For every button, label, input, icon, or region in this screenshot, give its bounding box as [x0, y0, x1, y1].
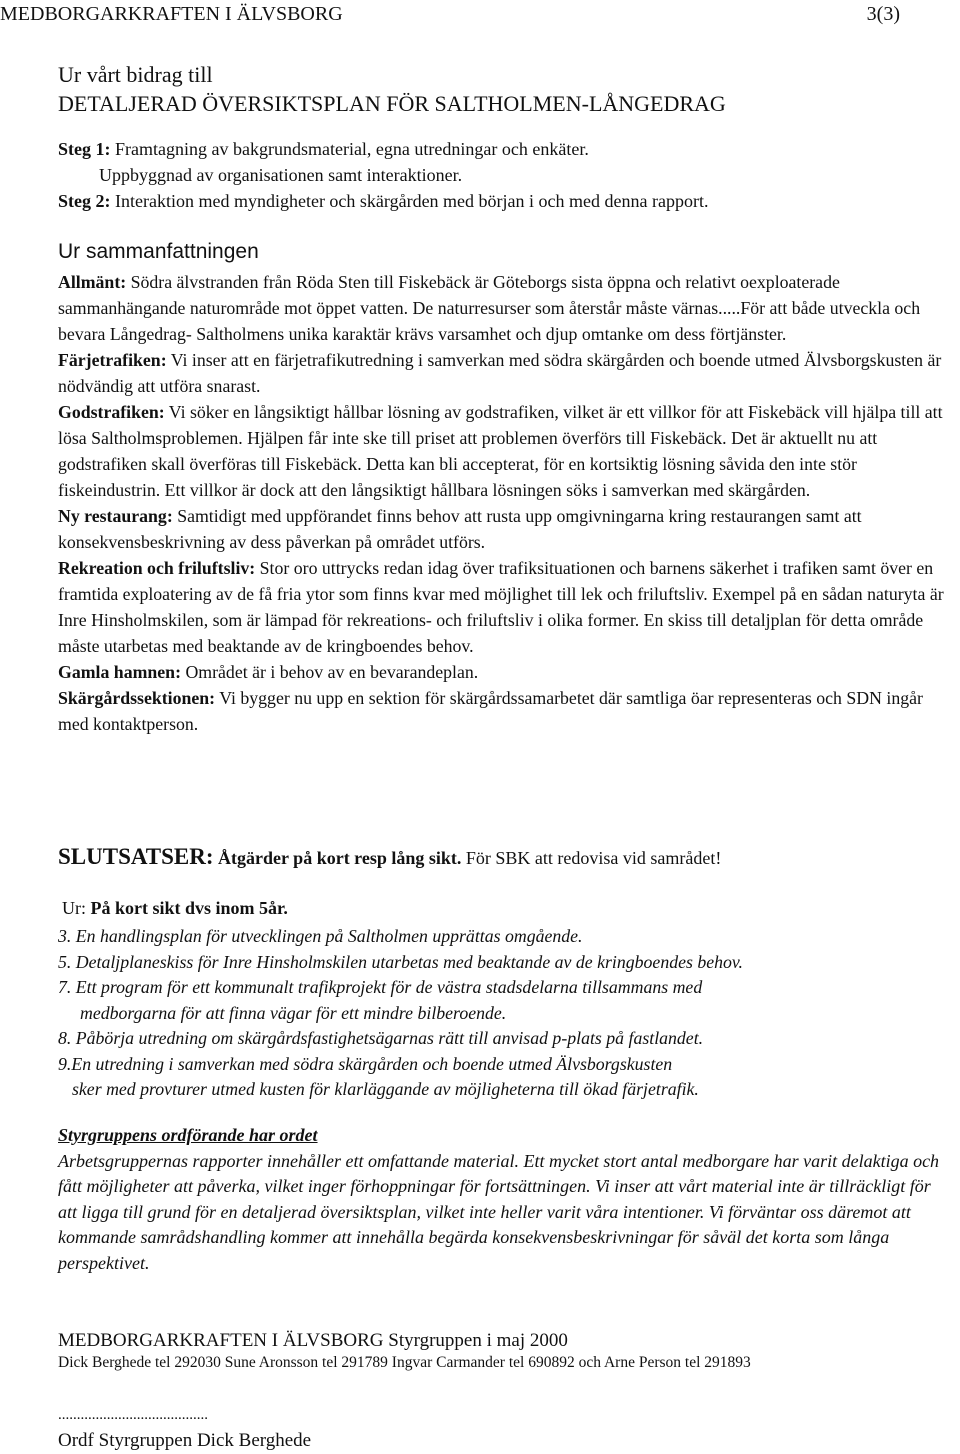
gods-label: Godstrafiken: — [58, 402, 165, 422]
ur-bold: På kort sikt dvs inom 5år. — [90, 898, 288, 918]
step2-label: Steg 2: — [58, 191, 111, 211]
slutsatser-heading — [58, 842, 948, 873]
rest-label: Ny restaurang: — [58, 506, 173, 526]
list-item-continued: medborgarna för att finna vägar för ett mindre bilberoende. — [80, 1002, 507, 1023]
rek-text: Stor oro uttrycks redan idag över trafiksituationen och barnens säkerhet i trafiken samt över en framtida exploatering av de få fria ytor som finns kvar med möjlighet till lek och friluftsliv. Exempel på en sådan naturyta är Inre Hinsholmskilen, som är lämpad för rekreations- och friluftsliv i olika former. En skiss till detaljplan för detta område måste utarbetas med beaktande av de kringboendes behov. — [58, 558, 944, 656]
step2-text: Interaktion med myndigheter och skärgården med början i och med denna rapport. — [110, 191, 709, 211]
gamla-label: Gamla hamnen: — [58, 662, 181, 682]
steps — [58, 136, 948, 214]
styrgrupp-text: Arbetsgruppernas rapporter innehåller ett omfattande material. Ett mycket stort antal medborgare har varit delaktiga och fått möjligheter att påverka, vilket inger förhoppningar för fortsättningen. Vi inser att vårt material inte är tillräckligt för att ligga till grund för en detaljerad översiktsplan, vilket inte heller varit våra intentioner. Vi förväntar oss däremot att kommande samrådshandling kommer att innehålla begärda konsekvensbeskrivningar för såväl det korta som långa perspektivet. — [58, 1150, 940, 1273]
skarg-label: Skärgårdssektionen: — [58, 688, 216, 708]
footer-org: MEDBORGARKRAFTEN I ÄLVSBORG Styrgruppen i maj 2000 — [58, 1330, 568, 1351]
list-item: 8. Påbörja utredning om skärgårdsfastighetsägarnas rätt till anvisad p-plats på fastlandet. — [58, 1028, 704, 1048]
step1-text: Framtagning av bakgrundsmaterial, egna utredningar och enkäter. — [110, 139, 589, 159]
section-gamla-hamnen — [58, 659, 948, 685]
action-list — [58, 924, 948, 1103]
allmant-label: Allmänt: — [58, 272, 127, 292]
farje-text: Vi inser att en färjetrafikutredning i samverkan med södra skärgården och boende utmed Älvsborgskusten är nödvändig att utföra snarast. — [58, 350, 942, 396]
title-line-2: DETALJERAD ÖVERSIKTSPLAN FÖR SALTHOLMEN-LÅNGEDRAG — [58, 91, 726, 116]
gamla-text: Området är i behov av en bevarandeplan. — [181, 662, 479, 682]
rek-label: Rekreation och friluftsliv: — [58, 558, 256, 578]
styrgrupp-section — [58, 1123, 948, 1276]
footer-contacts: Dick Berghede tel 292030 Sune Aronsson tel 291789 Ingvar Carmander tel 690892 och Arne Person tel 291893 — [58, 1354, 751, 1371]
ur-line — [62, 898, 952, 919]
document-title — [58, 60, 948, 118]
section-restaurang — [58, 503, 948, 555]
header-org: MEDBORGARKRAFTEN I ÄLVSBORG — [0, 3, 343, 25]
farje-label: Färjetrafiken: — [58, 350, 167, 370]
list-item: 9.En utredning i samverkan med södra skärgården och boende utmed Älvsborgskusten — [58, 1053, 673, 1074]
signature-name: Ordf Styrgruppen Dick Berghede — [58, 1430, 312, 1451]
section-farjetrafiken — [58, 347, 948, 399]
slutsatser-big: SLUTSATSER: — [58, 844, 214, 869]
page-number: 3(3) — [866, 3, 900, 25]
list-item: 3. En handlingsplan för utvecklingen på Saltholmen upprättas omgående. — [58, 926, 583, 946]
section-rekreation — [58, 555, 948, 659]
section-skargard — [58, 685, 948, 737]
title-line-1: Ur vårt bidrag till — [58, 62, 213, 87]
summary-body — [58, 269, 948, 737]
summary-heading: Ur sammanfattningen — [58, 240, 259, 263]
gods-text: Vi söker en långsiktigt hållbar lösning av godstrafiken, vilket är ett villkor för att Fiskebäck vill hjälpa till att lösa Saltholmsproblemen. Hjälpen får inte ske till priset att problemen överförs till Fiskebäck. Det är aktuellt nu att godstrafiken skall överföras till Fiskebäck. Detta kan bli accepterat, för en kortsiktig lösning såvida den inte stör fiskeindustrin. Ett villkor är dock att den långsiktigt hållbara lösningen söks i samverkan med skärgården. — [58, 402, 943, 500]
skarg-text: Vi bygger nu upp en sektion för skärgårdssamarbetet där samtliga öar representeras och SDN ingår med kontaktperson. — [58, 688, 923, 734]
allmant-text: Södra älvstranden från Röda Sten till Fiskebäck är Göteborgs sista öppna och relativt oexploaterade sammanhängande naturområde mot öppet vatten. De naturresurser som återstår måste värnas.....För att både utveckla och bevara Långedrag- Saltholmens unika karaktär krävs varsamhet och djup omtanke om dess förtjänster. — [58, 272, 921, 344]
list-item: 7. Ett program för ett kommunalt trafikprojekt för de västra stadsdelarna tillsammans med — [58, 977, 703, 997]
section-godstrafiken — [58, 399, 948, 503]
section-allmant — [58, 269, 948, 347]
page-header — [0, 3, 900, 26]
ur-prefix: Ur: — [62, 898, 91, 918]
signature-line: ........................................ — [58, 1407, 208, 1423]
list-item-continued: sker med provturer utmed kusten för klarläggande av möjligheterna till ökad färjetrafik. — [72, 1079, 699, 1099]
list-item: 5. Detaljplaneskiss för Inre Hinsholmskilen utarbetas med beaktande av de kringboendes behov. — [58, 951, 743, 972]
rest-text: Samtidigt med uppförandet finns behov att rusta upp omgivningarna kring restaurangen samt att konsekvensbeskrivning av dess påverkan på området utförs. — [58, 506, 862, 552]
styrgrupp-heading: Styrgruppens ordförande har ordet — [58, 1125, 318, 1145]
slutsatser-bold: Åtgärder på kort resp lång sikt. — [213, 848, 462, 868]
step1-label: Steg 1: — [58, 139, 111, 159]
step1-line2: Uppbyggnad av organisationen samt interaktioner. — [99, 165, 463, 185]
slutsatser-rest: För SBK att redovisa vid samrådet! — [461, 848, 722, 868]
